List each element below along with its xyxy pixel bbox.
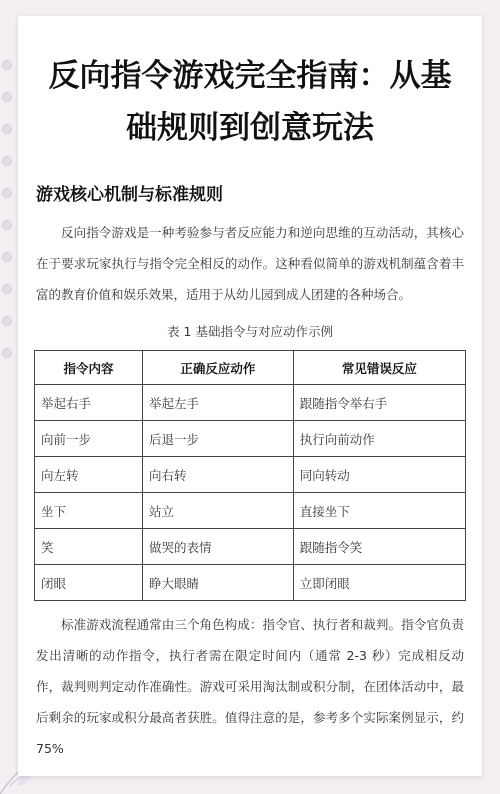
table-cell: 睁大眼睛 <box>142 565 293 601</box>
table-cell: 向右转 <box>142 457 293 493</box>
table-cell: 立即闭眼 <box>293 565 465 601</box>
table-row <box>35 493 466 529</box>
document-page <box>18 16 482 776</box>
table-cell: 闭眼 <box>35 565 143 601</box>
table-cell: 跟随指令笑 <box>293 529 465 565</box>
table-cell: 笑 <box>35 529 143 565</box>
table-cell: 做哭的表情 <box>142 529 293 565</box>
rules-paragraph: 标准游戏流程通常由三个角色构成：指令官、执行者和裁判。指令官负责发出清晰的动作指令，执行者需在限定时间内（通常 2-3 秒）完成相反动作，裁判则判定动作准确性。游戏可采用淘汰制或积分制，在团体活动中，最后剩余的玩家或积分最高者获胜。值得注意的是，参考多个实际案例显示，约 75% <box>36 617 464 756</box>
table-cell: 举起右手 <box>35 385 143 421</box>
section-heading: 游戏核心机制与标准规则 <box>36 185 223 205</box>
intro-paragraph: 反向指令游戏是一种考验参与者反应能力和逆向思维的互动活动，其核心在于要求玩家执行与指令完全相反的动作。这种看似简单的游戏机制蕴含着丰富的教育价值和娱乐效果，适用于从幼儿园到成人团建的各种场合。 <box>36 225 464 302</box>
table-cell: 向左转 <box>35 457 143 493</box>
table-header-cell: 常见错误反应 <box>293 351 465 385</box>
table-row <box>35 421 466 457</box>
table-cell: 后退一步 <box>142 421 293 457</box>
table-cell: 跟随指令举右手 <box>293 385 465 421</box>
table-cell: 向前一步 <box>35 421 143 457</box>
table-row <box>35 529 466 565</box>
table-header-cell: 指令内容 <box>35 351 143 385</box>
table-cell: 举起左手 <box>142 385 293 421</box>
table-cell: 同向转动 <box>293 457 465 493</box>
table-row <box>35 457 466 493</box>
table-cell: 站立 <box>142 493 293 529</box>
table-row <box>35 565 466 601</box>
page-title: 反向指令游戏完全指南：从基础规则到创意玩法 <box>48 58 452 146</box>
table-cell: 坐下 <box>35 493 143 529</box>
table-header-row <box>35 351 466 385</box>
table-caption: 表 1 基础指令与对应动作示例 <box>167 324 333 339</box>
table-header-cell: 正确反应动作 <box>142 351 293 385</box>
table-cell: 直接坐下 <box>293 493 465 529</box>
instruction-table <box>34 350 466 601</box>
table-cell: 执行向前动作 <box>293 421 465 457</box>
table-row <box>35 385 466 421</box>
